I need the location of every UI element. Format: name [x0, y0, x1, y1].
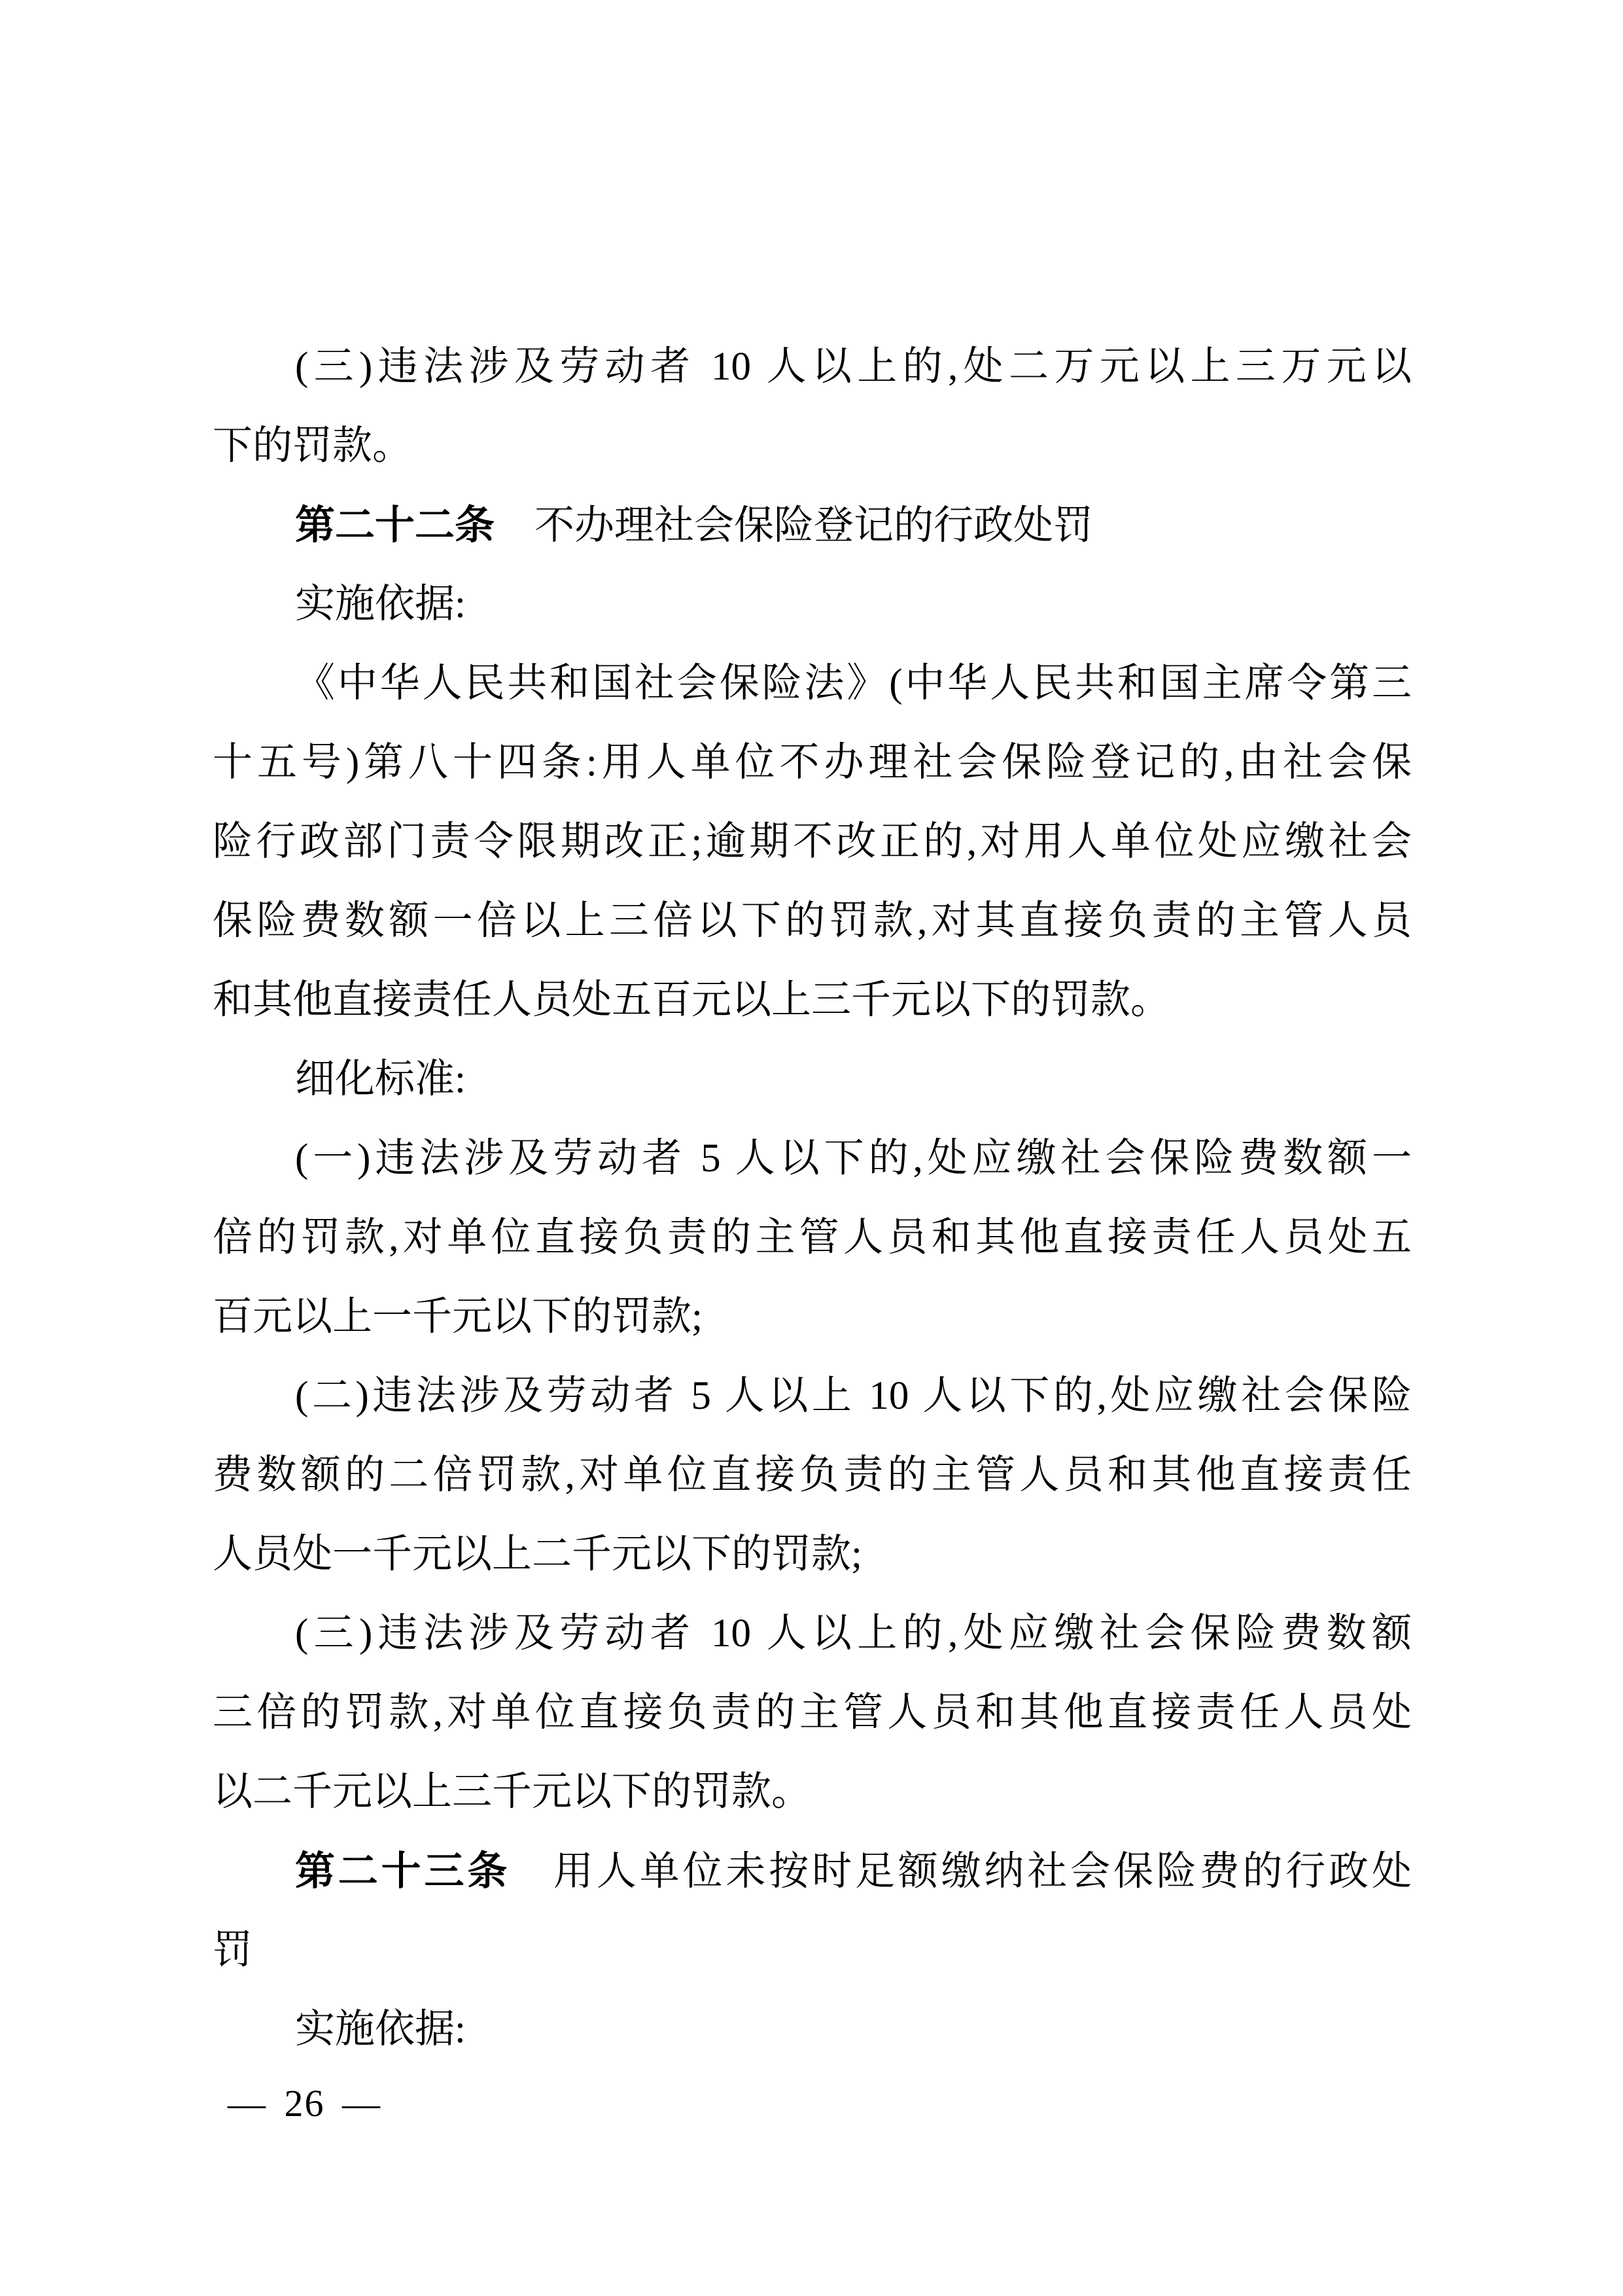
text-line [213, 802, 1412, 881]
text-segment: (三)违法涉及劳动者 10 人以上的,处应缴社会保险费数额 [295, 1612, 1412, 1655]
text-segment: 下的罚款。 [213, 424, 413, 468]
text-segment: 《中华人民共和国社会保险法》(中华人民共和国主席令第三 [295, 662, 1412, 705]
text-segment: 用人单位未按时足额缴纳社会保险费的行政处 [510, 1850, 1412, 1894]
text-line [213, 565, 1412, 644]
text-segment: 罚 [213, 1928, 253, 1972]
text-segment: (二)违法涉及劳动者 5 人以上 10 人以下的,处应缴社会保险 [295, 1374, 1412, 1418]
text-line [213, 1198, 1412, 1277]
text-segment: 以二千元以上三千元以下的罚款。 [213, 1770, 812, 1814]
text-segment: 不办理社会保险登记的行政处罚 [495, 504, 1094, 548]
text-line [213, 1990, 1412, 2069]
text-segment: 十五号)第八十四条:用人单位不办理社会保险登记的,由社会保 [213, 741, 1412, 785]
text-line [213, 486, 1412, 565]
text-segment: 倍的罚款,对单位直接负责的主管人员和其他直接责任人员处五 [213, 1216, 1412, 1260]
text-segment: 险行政部门责令限期改正;逾期不改正的,对用人单位处应缴社会 [213, 820, 1412, 864]
text-line [213, 1673, 1412, 1752]
text-line [213, 1277, 1412, 1356]
text-line [213, 1515, 1412, 1594]
text-line [213, 644, 1412, 723]
text-segment: 细化标准: [295, 1057, 466, 1101]
text-line [213, 1436, 1412, 1515]
text-segment: (一)违法涉及劳动者 5 人以下的,处应缴社会保险费数额一 [295, 1137, 1412, 1180]
text-line [213, 1831, 1412, 1911]
text-segment: 费数额的二倍罚款,对单位直接负责的主管人员和其他直接责任 [213, 1453, 1412, 1497]
article-heading: 第二十二条 [295, 503, 495, 547]
text-segment: 保险费数额一倍以上三倍以下的罚款,对其直接负责的主管人员 [213, 899, 1412, 943]
text-line [213, 406, 1412, 486]
text-segment: (三)违法涉及劳动者 10 人以上的,处二万元以上三万元以 [295, 345, 1412, 389]
text-line [213, 1040, 1412, 1119]
text-line [213, 723, 1412, 802]
text-segment: 和其他直接责任人员处五百元以上三千元以下的罚款。 [213, 978, 1171, 1022]
text-segment: 人员处一千元以上二千元以下的罚款; [213, 1532, 862, 1576]
text-segment: 实施依据: [295, 582, 466, 626]
text-line [213, 881, 1412, 961]
article-heading: 第二十三条 [295, 1848, 511, 1893]
text-line [213, 327, 1412, 406]
text-line [213, 961, 1412, 1040]
text-segment: 百元以上一千元以下的罚款; [213, 1295, 703, 1339]
text-segment: 三倍的罚款,对单位直接负责的主管人员和其他直接责任人员处 [213, 1691, 1412, 1735]
text-line [213, 1356, 1412, 1436]
document-body [213, 327, 1412, 2069]
text-line [213, 1752, 1412, 1831]
text-line [213, 1119, 1412, 1198]
page-number-footer: — 26 — [228, 2082, 381, 2125]
text-segment: 实施依据: [295, 2007, 466, 2051]
text-line [213, 1594, 1412, 1673]
text-line [213, 1911, 1412, 1990]
